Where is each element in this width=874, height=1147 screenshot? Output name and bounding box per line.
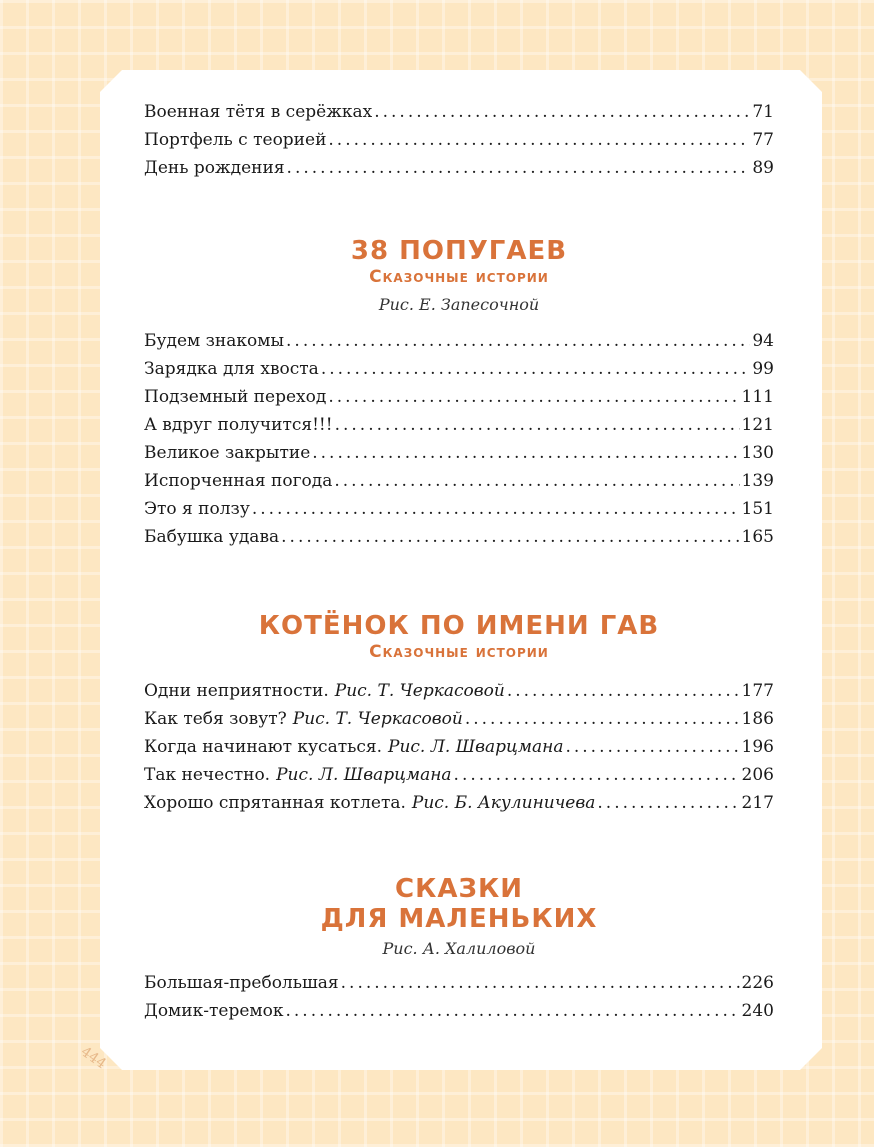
entry-title: Великое закрытие <box>144 443 311 463</box>
dot-leader <box>286 327 750 355</box>
page-number: 226 <box>741 973 774 993</box>
entry-title: Подземный переход <box>144 387 327 407</box>
section-illustrator: Рис. Е. Запесочной <box>378 295 540 314</box>
dot-leader <box>285 997 739 1025</box>
page-number: 196 <box>741 737 774 757</box>
entry-title: Большая-пребольшая <box>144 973 339 993</box>
section-tales-for-little <box>144 874 774 1025</box>
entry-illustrator: Рис. Т. Черкасовой <box>334 681 505 701</box>
toc-entry[interactable] <box>144 154 774 182</box>
toc-block-top <box>144 98 774 182</box>
page-number: 111 <box>741 387 774 407</box>
entry-title: Военная тётя в серёжках <box>144 102 373 122</box>
toc-entry[interactable] <box>144 523 774 551</box>
entry-title: Домик-теремок <box>144 1001 284 1021</box>
page-corner-mark: 444 <box>77 1043 109 1073</box>
dot-leader <box>335 411 740 439</box>
entry-title: День рождения <box>144 158 285 178</box>
dot-leader <box>597 789 739 817</box>
section-38-parrots <box>144 236 774 551</box>
page-number: 77 <box>752 130 774 150</box>
dot-leader <box>328 126 750 154</box>
entry-illustrator: Рис. Б. Акулиничева <box>411 793 596 813</box>
toc-entry[interactable] <box>144 789 774 817</box>
page-number: 139 <box>741 471 774 491</box>
entry-title: Испорченная погода <box>144 471 333 491</box>
page-number: 165 <box>741 527 774 547</box>
toc-entry[interactable] <box>144 383 774 411</box>
page-number: 130 <box>741 443 774 463</box>
dot-leader <box>252 495 740 523</box>
toc-entry[interactable] <box>144 677 774 705</box>
entry-title: Одни неприятности. <box>144 681 329 701</box>
page-number: 151 <box>741 499 774 519</box>
entry-title: Зарядка для хвоста <box>144 359 319 379</box>
page-number: 206 <box>741 765 774 785</box>
section-title-line2: ДЛЯ МАЛЕНЬКИХ <box>320 904 598 934</box>
dot-leader <box>507 677 740 705</box>
page-number: 121 <box>741 415 774 435</box>
page-number: 177 <box>741 681 774 701</box>
section-subtitle: Сказочные истории <box>369 642 549 662</box>
entry-title: А вдруг получится!!! <box>144 415 333 435</box>
entry-title: Портфель с теорией <box>144 130 327 150</box>
section-illustrator: Рис. А. Халиловой <box>382 939 536 958</box>
entry-title: Бабушка удава <box>144 527 280 547</box>
toc-entry[interactable] <box>144 761 774 789</box>
dot-leader <box>281 523 739 551</box>
section-title: КОТЁНОК ПО ИМЕНИ ГАВ <box>258 611 660 641</box>
dot-leader <box>312 439 739 467</box>
toc-entry[interactable] <box>144 355 774 383</box>
entry-illustrator: Рис. Л. Шварцмана <box>388 737 564 757</box>
dot-leader <box>287 154 751 182</box>
page-number: 186 <box>741 709 774 729</box>
page-number: 99 <box>752 359 774 379</box>
dot-leader <box>328 383 739 411</box>
entry-title: Как тебя зовут? <box>144 709 287 729</box>
dot-leader <box>321 355 751 383</box>
toc-entry[interactable] <box>144 439 774 467</box>
toc-entry[interactable] <box>144 733 774 761</box>
entry-title: Это я ползу <box>144 499 250 519</box>
section-kitten-gav <box>144 611 774 817</box>
toc-entry[interactable] <box>144 969 774 997</box>
entry-title: Когда начинают кусаться. <box>144 737 383 757</box>
toc-entry[interactable] <box>144 997 774 1025</box>
entry-title: Хорошо спрятанная котлета. <box>144 793 406 813</box>
entry-illustrator: Рис. Т. Черкасовой <box>292 709 463 729</box>
page-number: 240 <box>741 1001 774 1021</box>
dot-leader <box>341 969 740 997</box>
page-number: 217 <box>741 793 774 813</box>
toc-entry[interactable] <box>144 327 774 355</box>
toc-entry[interactable] <box>144 705 774 733</box>
page-number: 94 <box>752 331 774 351</box>
toc-entry[interactable] <box>144 126 774 154</box>
page-number: 89 <box>752 158 774 178</box>
dot-leader <box>465 705 740 733</box>
entry-title: Так нечестно. <box>144 765 271 785</box>
dot-leader <box>374 98 750 126</box>
dot-leader <box>565 733 739 761</box>
page-number: 71 <box>752 102 774 122</box>
entry-title: Будем знакомы <box>144 331 285 351</box>
section-title: 38 ПОПУГАЕВ <box>350 236 568 266</box>
toc-entry[interactable] <box>144 495 774 523</box>
section-subtitle: Сказочные истории <box>369 267 549 287</box>
entry-illustrator: Рис. Л. Шварцмана <box>276 765 452 785</box>
toc-entry[interactable] <box>144 411 774 439</box>
toc-entry[interactable] <box>144 98 774 126</box>
toc-entry[interactable] <box>144 467 774 495</box>
dot-leader <box>454 761 740 789</box>
section-title-line1: СКАЗКИ <box>395 874 523 904</box>
dot-leader <box>334 467 739 495</box>
